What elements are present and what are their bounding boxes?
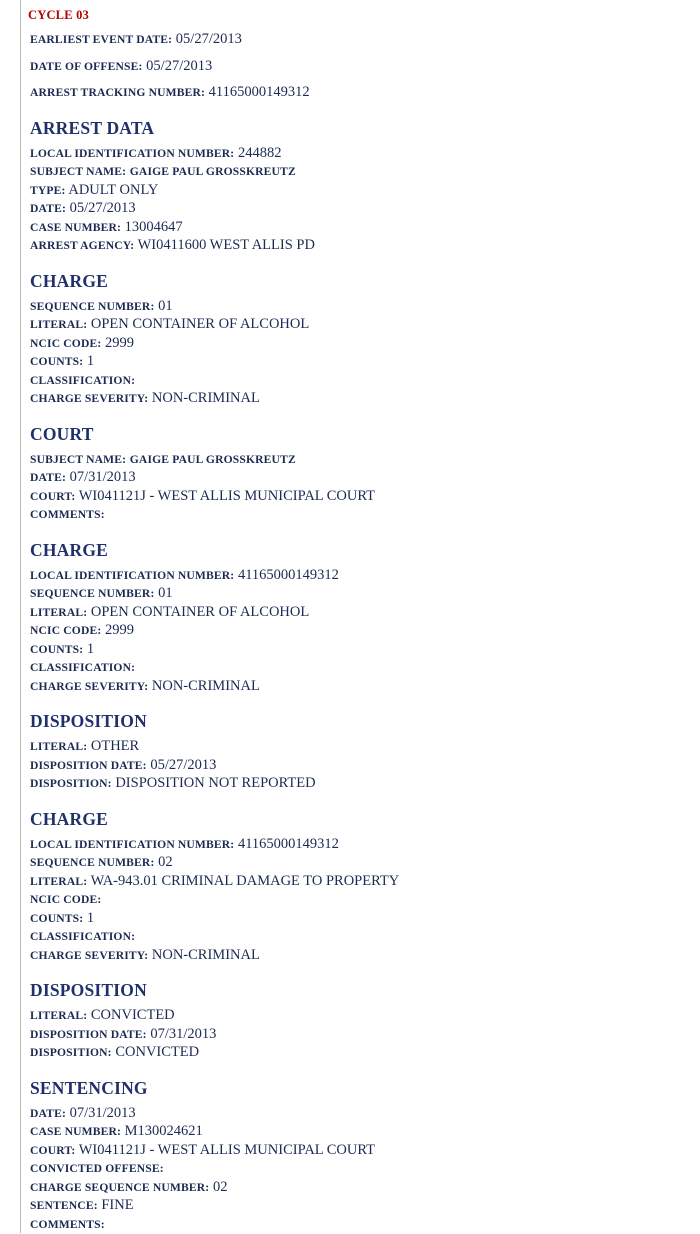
section-title: CHARGE [30,539,109,560]
field-value: 1 [86,353,95,369]
field-label: CHARGE SEVERITY: [30,679,149,693]
field-row [30,678,684,696]
field-label: COMMENTS: [30,1217,105,1231]
field-row [30,604,684,622]
field-value: CONVICTED [90,1007,175,1023]
field-row [30,1216,684,1234]
field-row [30,1123,684,1141]
section-title: COURT [30,423,94,444]
section-title: CHARGE [30,808,109,829]
field-value: 1 [86,909,95,926]
field-label: CHARGE SEVERITY: [30,948,149,962]
field-value: 07/31/2013 [69,1104,136,1121]
field-label: CASE NUMBER: [30,220,122,234]
field-row [30,163,684,181]
field-label: DATE OF OFFENSE: [30,59,143,73]
field-row [30,182,684,200]
field-value: WI041121J - WEST ALLIS MUNICIPAL COURT [78,1141,376,1158]
field-row [30,836,684,854]
field-row [30,1142,684,1160]
field-value: GAIGE PAUL GROSSKREUTZ [129,452,296,466]
field-label: TYPE: [30,183,66,197]
field-row [30,372,684,390]
field-label: LITERAL: [30,1009,88,1022]
field-value: 05/27/2013 [175,31,242,47]
section-group [30,271,684,408]
field-value: 41165000149312 [237,835,339,852]
field-row [30,1160,684,1178]
field-value: M130024621 [124,1123,203,1139]
field-label: SENTENCE: [30,1199,98,1212]
field-row [30,145,684,163]
field-row [30,353,684,371]
field-row [30,1105,684,1123]
field-row [30,1179,684,1197]
field-row [30,84,684,102]
sections-container [30,118,684,1234]
field-row [30,237,684,255]
field-label: SEQUENCE NUMBER: [30,299,155,313]
section-group [30,711,684,793]
field-row [30,567,684,585]
field-label: SEQUENCE NUMBER: [30,587,155,600]
field-value: 1 [86,640,95,657]
field-value: WI041121J - WEST ALLIS MUNICIPAL COURT [78,487,376,504]
field-row [30,488,684,506]
field-label: LITERAL: [30,605,88,619]
document-content [0,29,700,1233]
field-label: EARLIEST EVENT DATE: [30,33,173,46]
cycle-summary-block [30,29,684,102]
left-margin-rule [20,0,21,1233]
field-value: 2999 [105,622,135,638]
field-row [30,219,684,237]
field-row [30,506,684,524]
field-value: OPEN CONTAINER OF ALCOHOL [90,316,310,332]
field-row [30,1026,684,1044]
field-value: NON-CRIMINAL [151,390,260,406]
field-label: COMMENTS: [30,508,105,521]
field-value: 01 [158,297,173,314]
field-value: 05/27/2013 [146,57,213,74]
field-label: COUNTS: [30,642,84,656]
section-title: DISPOSITION [30,980,147,1000]
section-group [30,540,684,696]
field-value: 02 [158,854,173,870]
field-row [30,31,684,49]
field-label: CHARGE SEVERITY: [30,392,149,405]
section-group [30,980,684,1062]
field-row [30,451,684,469]
field-label: COURT: [30,489,76,503]
field-label: DATE: [30,1106,66,1120]
field-row [30,928,684,946]
section-group [30,1078,684,1234]
field-row [30,58,684,76]
field-row [30,200,684,218]
field-label: SUBJECT NAME: [30,165,127,178]
field-value: 07/31/2013 [69,469,136,485]
field-row [30,659,684,677]
field-value: WA-943.01 CRIMINAL DAMAGE TO PROPERTY [90,872,400,889]
field-label: ARREST AGENCY: [30,239,135,252]
field-value: OPEN CONTAINER OF ALCOHOL [90,603,310,620]
field-value: FINE [101,1197,134,1213]
field-value: 13004647 [124,218,183,235]
field-row [30,469,684,487]
field-label: CHARGE SEQUENCE NUMBER: [30,1180,210,1194]
field-label: LOCAL IDENTIFICATION NUMBER: [30,568,235,582]
field-row [30,738,684,756]
field-row [30,335,684,353]
field-row [30,947,684,965]
field-value: WI0411600 WEST ALLIS PD [137,237,315,253]
field-row [30,1197,684,1215]
field-label: ARREST TRACKING NUMBER: [30,86,206,99]
field-label: LOCAL IDENTIFICATION NUMBER: [30,146,235,160]
field-label: COURT: [30,1143,76,1157]
field-label: COUNTS: [30,355,84,368]
field-label: LITERAL: [30,740,88,753]
field-value: 41165000149312 [208,84,310,100]
field-value: 05/27/2013 [150,756,217,773]
field-row [30,775,684,793]
field-label: DISPOSITION DATE: [30,758,147,772]
field-row [30,1007,684,1025]
field-value: ADULT ONLY [68,181,159,198]
field-label: DATE: [30,471,66,484]
field-row [30,585,684,603]
field-label: DISPOSITION DATE: [30,1027,147,1041]
field-label: NCIC CODE: [30,893,102,906]
section-title: ARREST DATA [30,117,155,138]
field-value: 244882 [237,144,282,161]
section-title: SENTENCING [30,1077,148,1098]
field-label: DISPOSITION: [30,777,112,790]
field-row [30,873,684,891]
field-label: DATE: [30,202,66,215]
field-row [30,390,684,408]
field-label: LITERAL: [30,318,88,331]
field-label: SUBJECT NAME: [30,452,127,466]
section-title: DISPOSITION [30,711,147,731]
section-group [30,424,684,524]
field-value: NON-CRIMINAL [151,677,260,694]
field-value: 41165000149312 [237,566,339,583]
field-value: 2999 [105,334,135,351]
field-label: CLASSIFICATION: [30,373,136,387]
field-label: LOCAL IDENTIFICATION NUMBER: [30,837,235,851]
field-value: GAIGE PAUL GROSSKREUTZ [129,165,296,178]
field-label: CLASSIFICATION: [30,930,136,943]
field-value: 05/27/2013 [69,200,136,216]
field-value: 07/31/2013 [150,1025,217,1042]
field-label: COUNTS: [30,911,84,925]
field-row [30,891,684,909]
field-row [30,1044,684,1062]
field-row [30,641,684,659]
field-label: DISPOSITION: [30,1046,112,1059]
field-row [30,910,684,928]
cycle-header: CYCLE 03 [28,8,89,22]
field-label: NCIC CODE: [30,624,102,637]
field-label: NCIC CODE: [30,336,102,350]
section-group [30,809,684,965]
field-value: OTHER [90,738,140,754]
field-label: LITERAL: [30,874,88,888]
field-row [30,757,684,775]
field-row [30,316,684,334]
field-row [30,298,684,316]
field-value: NON-CRIMINAL [151,946,260,963]
field-value: 02 [212,1178,228,1195]
field-label: CLASSIFICATION: [30,661,136,674]
field-value: CONVICTED [115,1044,200,1060]
field-value: 01 [158,585,173,601]
field-row [30,622,684,640]
field-label: SEQUENCE NUMBER: [30,856,155,869]
field-label: CONVICTED OFFENSE: [30,1162,164,1175]
field-row [30,854,684,872]
field-value: DISPOSITION NOT REPORTED [115,775,316,791]
section-title: CHARGE [30,270,109,291]
section-group [30,118,684,255]
field-label: CASE NUMBER: [30,1125,122,1138]
